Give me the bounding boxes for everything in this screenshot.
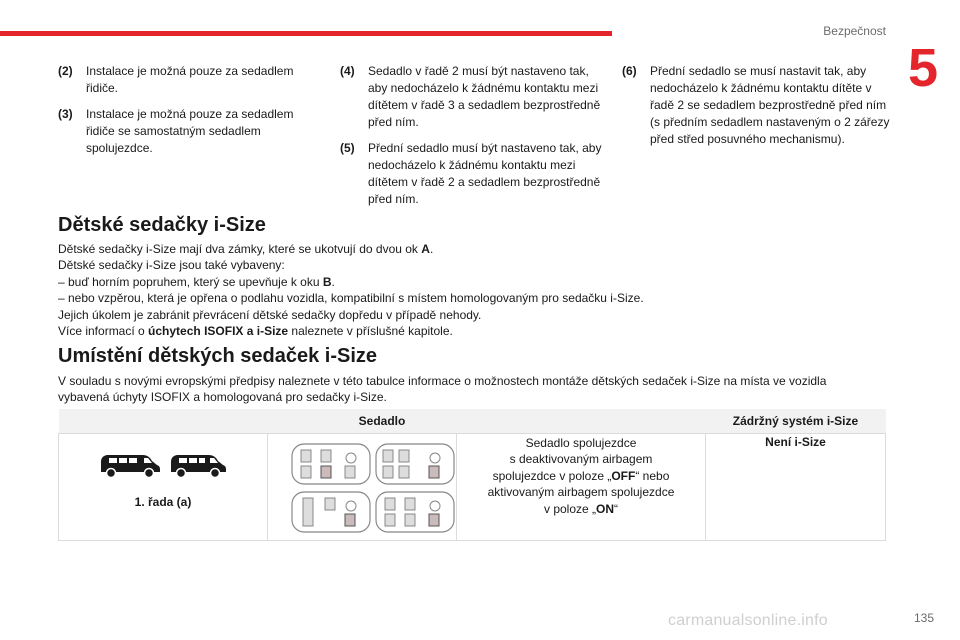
note-item — [58, 106, 308, 157]
placement-line: V souladu s novými evropskými předpisy naleznete v této tabulce informace o možnostech montáže dětských sedaček i-Size na místa ve vozidla — [58, 374, 827, 388]
isize-line: Více informací o úchytech ISOFIX a i-Size naleznete v příslušné kapitole. — [58, 324, 453, 339]
placement-line: vybavená úchyty ISOFIX a homologovaná pro sedačky i-Size. — [58, 390, 387, 405]
note-number: (6) — [622, 64, 637, 78]
isize-line: Dětské sedačky i-Size jsou také vybaveny: — [58, 258, 285, 273]
van-short-icon — [169, 451, 227, 479]
seat-diagram-4 — [375, 491, 455, 533]
van-long-icon — [99, 451, 161, 479]
isize-line: Jejich úkolem je zabránit převrácení dětské sedačky dopředu v případě nehody. — [58, 307, 482, 322]
note-item — [58, 63, 308, 97]
watermark: carmanualsonline.info — [668, 612, 828, 629]
vehicle-cell — [59, 434, 268, 541]
isize-line: – buď horním popruhem, který se upevňuje k oku B. — [58, 274, 335, 289]
header-system: Zádržný systém i-Size — [706, 409, 886, 434]
note-item — [340, 63, 602, 131]
isize-line: – nebo vzpěrou, která je opřena o podlahu vozidla, kompatibilní s místem homologovaným pro sedačku i-Size. — [58, 291, 644, 306]
header-accent-bar — [0, 31, 612, 36]
placement-heading: Umístění dětských sedaček i-Size — [58, 345, 378, 367]
isize-body — [58, 241, 898, 339]
notes-column-2 — [340, 63, 602, 217]
note-text: Přední sedadlo musí být nastaveno tak, aby nedocházelo k žádnému kontaktu mezi dítětem v řadě 2 a sedadlem bezprostředně před ním. — [368, 141, 602, 206]
notes-column-1 — [58, 63, 308, 166]
note-text: Přední sedadlo se musí nastavit tak, aby nedocházelo k žádnému kontaktu dítěte v řadě 2 se sedadlem bezprostředně před ním (s předním sedadlem nastaveným o 2 zářezy před střed posuvného mechanismu). — [650, 64, 890, 146]
table-header-row — [59, 409, 886, 434]
note-number: (3) — [58, 107, 73, 121]
note-number: (2) — [58, 64, 73, 78]
notes-column-3 — [622, 63, 890, 157]
isize-line: Dětské sedačky i-Size mají dva zámky, které se ukotvují do dvou ok A. — [58, 242, 434, 256]
isize-heading: Dětské sedačky i-Size — [58, 214, 266, 236]
note-text: Instalace je možná pouze za sedadlem řidiče se samostatným sedadlem spolujezdce. — [86, 107, 294, 155]
placement-body — [58, 373, 898, 406]
note-text: Sedadlo v řadě 2 musí být nastaveno tak, aby nedocházelo k žádnému kontaktu mezi dítětem v řadě 3 a sedadlem bezprostředně před ním. — [368, 64, 601, 129]
note-number: (4) — [340, 64, 355, 78]
seat-description-cell: Sedadlo spolujezdce s deaktivovaným airbagem spolujezdce v poloze „OFF“ nebo aktivovaným airbagem spolujezdce v poloze „ON“ — [457, 434, 706, 541]
chapter-number: 5 — [907, 38, 939, 98]
row-label: 1. řada (a) — [134, 495, 192, 509]
note-number: (5) — [340, 141, 355, 155]
isize-table — [58, 409, 886, 541]
note-text: Instalace je možná pouze za sedadlem řidiče. — [86, 64, 294, 95]
page-number: 135 — [913, 611, 934, 625]
table-row — [59, 434, 886, 541]
section-title: Bezpečnost — [823, 24, 886, 38]
seat-diagram-2 — [375, 443, 455, 485]
header-seat: Sedadlo — [59, 409, 706, 434]
note-item — [622, 63, 890, 148]
note-item — [340, 140, 602, 208]
isize-result-cell: Není i-Size — [706, 434, 886, 541]
seat-diagram-3 — [291, 491, 371, 533]
seat-diagram-1 — [291, 443, 371, 485]
seat-diagrams-cell — [268, 434, 457, 541]
